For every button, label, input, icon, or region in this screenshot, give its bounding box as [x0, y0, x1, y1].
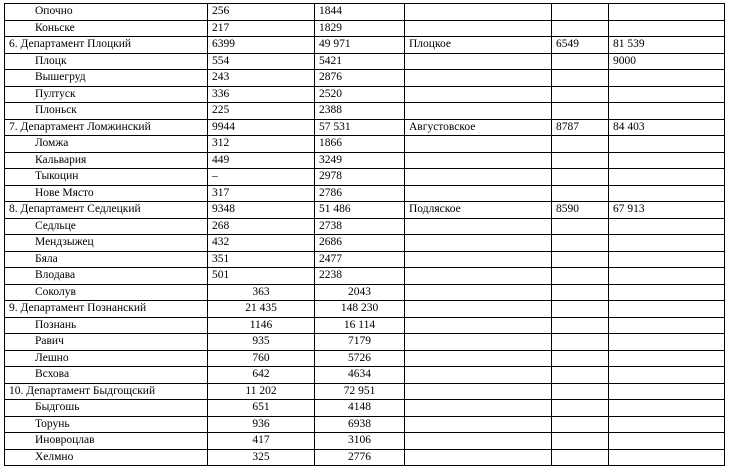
row-value-1: 325	[208, 449, 315, 466]
row-value-2: 1844	[315, 4, 405, 21]
table-row-sub	[5, 235, 725, 252]
row-value-1: 21 435	[208, 301, 315, 318]
row-name: Плоньск	[5, 103, 208, 120]
row-region: Подляское	[405, 202, 552, 219]
row-value-2: 3249	[315, 152, 405, 169]
row-region	[405, 4, 552, 21]
row-region	[405, 185, 552, 202]
row-value-2: 51 486	[315, 202, 405, 219]
row-region	[405, 350, 552, 367]
row-value-1: 317	[208, 185, 315, 202]
row-region-value-2: 9000	[609, 53, 725, 70]
row-value-1: 554	[208, 53, 315, 70]
row-value-1: 363	[208, 284, 315, 301]
row-name: Вышегруд	[5, 70, 208, 87]
row-region-value-1	[552, 53, 609, 70]
row-region-value-1	[552, 367, 609, 384]
row-region-value-1	[552, 317, 609, 334]
row-region	[405, 284, 552, 301]
row-value-1: 256	[208, 4, 315, 21]
row-region-value-1	[552, 103, 609, 120]
row-value-1: 9348	[208, 202, 315, 219]
row-value-2: 1866	[315, 136, 405, 153]
row-value-1: 9944	[208, 119, 315, 136]
row-value-1: 432	[208, 235, 315, 252]
row-region-value-2: 81 539	[609, 37, 725, 54]
row-name: Познань	[5, 317, 208, 334]
table-row-sub	[5, 53, 725, 70]
row-value-2: 148 230	[315, 301, 405, 318]
row-name: Торунь	[5, 416, 208, 433]
row-region-value-2	[609, 400, 725, 417]
row-region	[405, 136, 552, 153]
row-name: Хелмно	[5, 449, 208, 466]
row-value-1: 449	[208, 152, 315, 169]
row-value-2: 2776	[315, 449, 405, 466]
row-region-value-2	[609, 268, 725, 285]
row-value-2: 2238	[315, 268, 405, 285]
table-row-sub	[5, 251, 725, 268]
row-value-2: 16 114	[315, 317, 405, 334]
row-region-value-1	[552, 152, 609, 169]
row-region-value-1: 8590	[552, 202, 609, 219]
row-region-value-1	[552, 416, 609, 433]
row-value-1: 268	[208, 218, 315, 235]
table-row-department	[5, 202, 725, 219]
row-value-2: 3106	[315, 433, 405, 450]
table-row-sub	[5, 4, 725, 21]
row-value-2: 5421	[315, 53, 405, 70]
row-value-2: 2043	[315, 284, 405, 301]
row-region	[405, 317, 552, 334]
row-region-value-2	[609, 367, 725, 384]
row-region-value-1	[552, 334, 609, 351]
row-region	[405, 70, 552, 87]
table-row-sub	[5, 367, 725, 384]
row-value-2: 2876	[315, 70, 405, 87]
row-region	[405, 251, 552, 268]
row-region-value-2	[609, 317, 725, 334]
table-row-sub	[5, 86, 725, 103]
row-name: Кальвария	[5, 152, 208, 169]
row-value-1: 935	[208, 334, 315, 351]
row-region	[405, 383, 552, 400]
row-value-2: 1829	[315, 20, 405, 37]
row-region-value-1	[552, 70, 609, 87]
row-region-value-2	[609, 86, 725, 103]
row-value-2: 2786	[315, 185, 405, 202]
table-row-sub	[5, 317, 725, 334]
table-row-sub	[5, 449, 725, 466]
row-region-value-1	[552, 86, 609, 103]
row-region	[405, 416, 552, 433]
row-region-value-1	[552, 169, 609, 186]
row-region-value-2	[609, 301, 725, 318]
row-region-value-1	[552, 284, 609, 301]
row-value-1: 243	[208, 70, 315, 87]
row-value-1: 217	[208, 20, 315, 37]
row-region-value-2	[609, 70, 725, 87]
row-region-value-2	[609, 235, 725, 252]
row-name: Бяла	[5, 251, 208, 268]
row-region	[405, 103, 552, 120]
row-region-value-2	[609, 4, 725, 21]
row-region-value-2	[609, 103, 725, 120]
table-row-sub	[5, 284, 725, 301]
row-value-1: 1146	[208, 317, 315, 334]
row-name: 9. Департамент Познанский	[5, 301, 208, 318]
table-row-sub	[5, 136, 725, 153]
table-row-sub	[5, 20, 725, 37]
row-region-value-2	[609, 169, 725, 186]
row-region	[405, 235, 552, 252]
table-row-sub	[5, 152, 725, 169]
row-value-2: 2477	[315, 251, 405, 268]
row-value-2: 4148	[315, 400, 405, 417]
row-region-value-1	[552, 433, 609, 450]
row-name: Опочно	[5, 4, 208, 21]
row-region-value-2: 67 913	[609, 202, 725, 219]
table-row-sub	[5, 334, 725, 351]
row-region-value-2	[609, 152, 725, 169]
row-name: Мендзыжец	[5, 235, 208, 252]
row-name: Ломжа	[5, 136, 208, 153]
row-value-1: 760	[208, 350, 315, 367]
row-name: Пултуск	[5, 86, 208, 103]
row-region: Плоцкое	[405, 37, 552, 54]
table-row-sub	[5, 350, 725, 367]
row-name: Тыкоцин	[5, 169, 208, 186]
row-value-2: 2520	[315, 86, 405, 103]
row-value-1: 651	[208, 400, 315, 417]
table-row-sub	[5, 433, 725, 450]
row-region-value-2	[609, 449, 725, 466]
row-region	[405, 433, 552, 450]
data-table	[4, 3, 725, 466]
row-value-2: 72 951	[315, 383, 405, 400]
row-name: Всхова	[5, 367, 208, 384]
row-region-value-2	[609, 218, 725, 235]
table-row-department	[5, 383, 725, 400]
row-value-2: 2738	[315, 218, 405, 235]
row-value-2: 5726	[315, 350, 405, 367]
row-value-1: 225	[208, 103, 315, 120]
row-region-value-2	[609, 136, 725, 153]
row-region	[405, 268, 552, 285]
row-region	[405, 20, 552, 37]
row-value-2: 6938	[315, 416, 405, 433]
row-value-1: 642	[208, 367, 315, 384]
row-name: Седльце	[5, 218, 208, 235]
row-region-value-1: 6549	[552, 37, 609, 54]
row-region	[405, 301, 552, 318]
row-value-2: 57 531	[315, 119, 405, 136]
row-value-1: 351	[208, 251, 315, 268]
row-value-1: 11 202	[208, 383, 315, 400]
row-region	[405, 86, 552, 103]
row-value-2: 49 971	[315, 37, 405, 54]
row-region-value-2: 84 403	[609, 119, 725, 136]
row-region-value-2	[609, 251, 725, 268]
table-body	[5, 4, 725, 466]
row-name: Влодава	[5, 268, 208, 285]
row-region-value-1	[552, 218, 609, 235]
table-row-sub	[5, 70, 725, 87]
row-value-1: 312	[208, 136, 315, 153]
row-region-value-1	[552, 301, 609, 318]
row-region	[405, 53, 552, 70]
row-region-value-2	[609, 185, 725, 202]
row-name: Иновроцлав	[5, 433, 208, 450]
row-region-value-1: 8787	[552, 119, 609, 136]
table-row-sub	[5, 268, 725, 285]
row-region-value-1	[552, 449, 609, 466]
row-region	[405, 449, 552, 466]
row-region	[405, 400, 552, 417]
table-row-sub	[5, 218, 725, 235]
row-value-2: 4634	[315, 367, 405, 384]
row-region	[405, 152, 552, 169]
row-value-1: 6399	[208, 37, 315, 54]
table-row-department	[5, 37, 725, 54]
row-name: 8. Департамент Седлецкий	[5, 202, 208, 219]
row-region-value-1	[552, 20, 609, 37]
row-name: Соколув	[5, 284, 208, 301]
row-name: Коньске	[5, 20, 208, 37]
row-value-1: 417	[208, 433, 315, 450]
row-region-value-2	[609, 350, 725, 367]
row-region-value-2	[609, 334, 725, 351]
row-name: 7. Департамент Ломжинский	[5, 119, 208, 136]
row-region-value-1	[552, 136, 609, 153]
row-value-1: 936	[208, 416, 315, 433]
table-row-sub	[5, 185, 725, 202]
row-name: 10. Департамент Быдгощский	[5, 383, 208, 400]
row-region	[405, 334, 552, 351]
table-row-department	[5, 119, 725, 136]
row-value-2: 2686	[315, 235, 405, 252]
row-name: Лешно	[5, 350, 208, 367]
row-value-1: 501	[208, 268, 315, 285]
table-row-sub	[5, 103, 725, 120]
row-region-value-2	[609, 20, 725, 37]
row-region-value-1	[552, 350, 609, 367]
row-region-value-1	[552, 268, 609, 285]
row-value-2: 7179	[315, 334, 405, 351]
row-value-2: 2388	[315, 103, 405, 120]
row-region-value-1	[552, 235, 609, 252]
row-value-2: 2978	[315, 169, 405, 186]
row-region-value-1	[552, 4, 609, 21]
row-region-value-2	[609, 383, 725, 400]
row-region-value-1	[552, 251, 609, 268]
table-row-sub	[5, 169, 725, 186]
row-region-value-2	[609, 416, 725, 433]
row-name: Нове Място	[5, 185, 208, 202]
table-row-sub	[5, 400, 725, 417]
table-row-department	[5, 301, 725, 318]
row-region	[405, 367, 552, 384]
row-name: 6. Департамент Плоцкий	[5, 37, 208, 54]
row-name: Плоцк	[5, 53, 208, 70]
row-region	[405, 218, 552, 235]
row-region	[405, 169, 552, 186]
row-value-1: 336	[208, 86, 315, 103]
row-region-value-2	[609, 284, 725, 301]
row-region-value-2	[609, 433, 725, 450]
table-row-sub	[5, 416, 725, 433]
row-value-1: –	[208, 169, 315, 186]
row-region-value-1	[552, 383, 609, 400]
row-region-value-1	[552, 185, 609, 202]
row-region-value-1	[552, 400, 609, 417]
row-region: Августовское	[405, 119, 552, 136]
row-name: Быдгошь	[5, 400, 208, 417]
row-name: Равич	[5, 334, 208, 351]
